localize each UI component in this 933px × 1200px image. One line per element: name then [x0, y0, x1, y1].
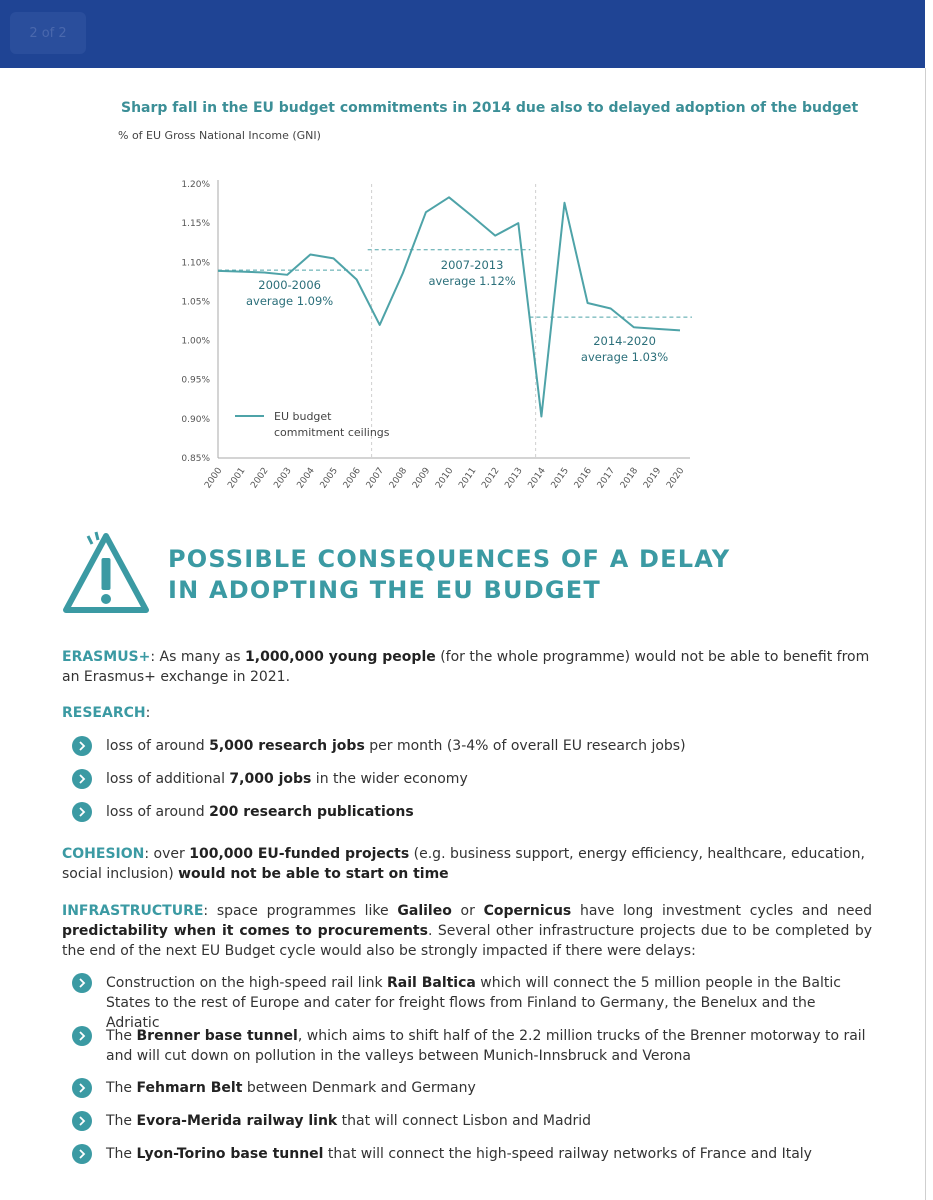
research-label: RESEARCH: [62, 705, 146, 721]
infrastructure-text-3: have long investment cycles and need: [571, 903, 872, 919]
cohesion-bold-1: 100,000 EU-funded projects: [189, 846, 410, 862]
infrastructure-text-2: or: [451, 903, 484, 919]
bullet-text: that will connect the high-speed railway networks of France and Italy: [323, 1146, 812, 1162]
x-tick-label: 2014: [526, 465, 548, 491]
x-tick-label: 2005: [318, 465, 340, 491]
x-tick-label: 2002: [249, 465, 271, 491]
infrastructure-paragraph: [62, 901, 872, 961]
x-tick-label: 2010: [434, 465, 456, 491]
x-tick-label: 2001: [226, 465, 248, 491]
section-heading-line-1: POSSIBLE CONSEQUENCES OF A DELAY: [168, 545, 731, 573]
chevron-right-icon: [72, 1026, 92, 1046]
bullet-bold: 7,000 jobs: [229, 771, 312, 787]
warning-triangle-icon: [60, 530, 152, 618]
chevron-right-icon: [72, 1078, 92, 1098]
period-label: 2000-2006: [258, 278, 321, 292]
bullet-text: per month (3-4% of overall EU research jobs): [364, 738, 686, 754]
x-tick-label: 2007: [364, 465, 387, 491]
legend-label: commitment ceilings: [274, 426, 390, 439]
x-tick-label: 2016: [572, 465, 595, 491]
bullet-text: loss of additional: [106, 771, 230, 787]
y-tick-label: 0.95%: [181, 375, 210, 386]
bullet-text: The: [106, 1146, 137, 1162]
x-tick-label: 2012: [480, 465, 502, 491]
cohesion-bold-2: would not be able to start on time: [178, 866, 449, 882]
y-tick-label: 1.05%: [181, 297, 210, 308]
average-label: average 1.03%: [580, 350, 669, 364]
average-label: average 1.12%: [428, 274, 516, 288]
chevron-right-icon: [72, 973, 92, 993]
research-colon: :: [145, 705, 151, 721]
bullet-text: Construction on the high-speed rail link: [106, 975, 387, 991]
chart-title: Sharp fall in the EU budget commitments in 2014 due also to delayed adoption of the budget: [121, 100, 859, 116]
bullet-text: that will connect Lisbon and Madrid: [337, 1113, 592, 1129]
infrastructure-bullet-1: [72, 973, 872, 1033]
chevron-right-icon: [72, 736, 92, 756]
x-tick-label: 2019: [642, 465, 664, 491]
bullet-text: The: [106, 1080, 137, 1096]
x-tick-label: 2009: [411, 465, 433, 491]
chart-y-axis-label: % of EU Gross National Income (GNI): [118, 129, 321, 142]
y-tick-label: 1.00%: [181, 336, 210, 347]
infrastructure-bold-2: Copernicus: [483, 903, 572, 919]
x-tick-label: 2008: [387, 465, 410, 491]
erasmus-paragraph: [62, 647, 872, 687]
budget-line-chart: [0, 160, 933, 500]
bullet-bold: 5,000 research jobs: [209, 738, 365, 754]
average-label: average 1.09%: [245, 294, 334, 308]
bullet-text: The: [106, 1028, 137, 1044]
chevron-right-icon: [72, 1111, 92, 1131]
infrastructure-label: INFRASTRUCTURE: [62, 903, 204, 919]
bullet-bold: Lyon-Torino base tunnel: [136, 1146, 324, 1162]
period-label: 2007-2013: [440, 258, 504, 272]
section-heading: [168, 544, 730, 606]
infrastructure-bullet-2: [72, 1026, 872, 1066]
bullet-bold: Fehmarn Belt: [136, 1080, 243, 1096]
x-tick-label: 2000: [203, 465, 225, 491]
x-tick-label: 2020: [665, 465, 687, 491]
bullet-bold: 200 research publications: [209, 804, 414, 820]
research-bullet-3: [72, 802, 872, 822]
bullet-text: loss of around: [106, 738, 210, 754]
y-tick-label: 1.10%: [181, 258, 210, 269]
y-tick-label: 1.20%: [181, 180, 210, 190]
bullet-text: which will connect the 5 million people in the Baltic States to the rest of Europe and cater for freight flows from Finland to Germany, the Benelux and the Adriatic: [106, 975, 841, 1031]
cohesion-text-2: (e.g. business support, energy efficiency, healthcare, education, social inclusion): [62, 846, 865, 882]
research-bullet-1: [72, 736, 872, 756]
bullet-text: The: [106, 1113, 137, 1129]
x-tick-label: 2013: [503, 465, 525, 491]
infrastructure-text-4: . Several other infrastructure projects due to be completed by the end of the next EU Budget cycle would also be strongly impacted if there were delays:: [62, 923, 872, 959]
bullet-bold: Evora-Merida railway link: [136, 1113, 338, 1129]
cohesion-label: COHESION: [62, 846, 145, 862]
legend-label: EU budget: [274, 410, 332, 423]
erasmus-text-1: : As many as: [150, 649, 246, 665]
cohesion-text-1: : over: [144, 846, 190, 862]
erasmus-text-2: (for the whole programme) would not be able to benefit from an Erasmus+ exchange in 2021.: [62, 649, 870, 685]
y-tick-label: 0.90%: [181, 414, 210, 425]
research-bullet-2: [72, 769, 872, 789]
bullet-text: , which aims to shift half of the 2.2 million trucks of the Brenner motorway to rail and will cut down on pollution in the valleys between Munich-Innsbruck and Verona: [106, 1028, 866, 1064]
section-heading-line-2: IN ADOPTING THE EU BUDGET: [168, 576, 601, 604]
research-heading: [62, 703, 872, 723]
infrastructure-bullet-3: [72, 1078, 872, 1098]
infrastructure-bold-1: Galileo: [397, 903, 452, 919]
x-tick-label: 2017: [595, 465, 618, 491]
erasmus-label: ERASMUS+: [62, 649, 151, 665]
infrastructure-bold-3: predictability when it comes to procurements: [62, 923, 428, 939]
top-banner: [0, 0, 925, 68]
infrastructure-text-1: : space programmes like: [203, 903, 398, 919]
cohesion-paragraph: [62, 844, 872, 884]
x-tick-label: 2011: [457, 465, 479, 491]
x-tick-label: 2018: [618, 465, 641, 491]
chevron-right-icon: [72, 1144, 92, 1164]
period-label: 2014-2020: [593, 334, 656, 348]
chevron-right-icon: [72, 769, 92, 789]
bullet-text: in the wider economy: [311, 771, 468, 787]
bullet-bold: Brenner base tunnel: [136, 1028, 298, 1044]
chevron-right-icon: [72, 802, 92, 822]
page-indicator-button[interactable]: 2 of 2: [10, 12, 86, 54]
infrastructure-bullet-4: [72, 1111, 872, 1131]
bullet-text: between Denmark and Germany: [242, 1080, 476, 1096]
x-tick-label: 2015: [549, 465, 571, 491]
infrastructure-bullet-5: [72, 1144, 872, 1164]
bullet-text: loss of around: [106, 804, 210, 820]
x-tick-label: 2006: [341, 465, 364, 491]
x-tick-label: 2003: [272, 465, 294, 491]
erasmus-bold-1: 1,000,000 young people: [245, 649, 436, 665]
x-tick-label: 2004: [295, 465, 317, 491]
y-tick-label: 1.15%: [181, 219, 210, 230]
y-tick-label: 0.85%: [181, 454, 210, 464]
bullet-bold: Rail Baltica: [387, 975, 476, 991]
